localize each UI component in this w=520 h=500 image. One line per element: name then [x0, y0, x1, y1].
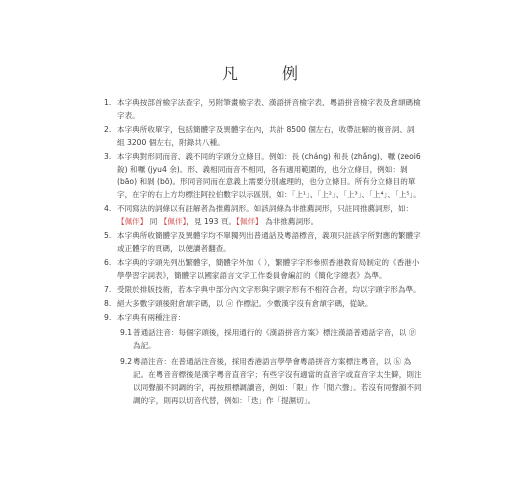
- list-item: [104, 203, 422, 229]
- item-text: 本字典所收簡體字及異體字均不單獨列出普通話及粵語標音，義項只註該字所對應的繁體字或正體字的頁碼，以便讀者翻查。: [117, 231, 421, 253]
- sub-list-item: [120, 327, 422, 353]
- item-number: 9.: [104, 312, 112, 322]
- list-item: [104, 257, 422, 283]
- item-text-mid: 同: [147, 217, 160, 227]
- item-number: 5.: [104, 231, 112, 241]
- item-text: 本字典所收單字，包括簡體字及異體字在內，共計 8500 個左右，收帶註解的複音詞、詞組 3200 個左右，附錄共八種。: [117, 124, 415, 147]
- item-text: 本字典按部首檢字法查字，另附筆畫檢字表、漢語拼音檢字表、粵語拼音檢字表及倉頡碼檢字表。: [117, 98, 421, 120]
- example-term: 【佩伴】: [117, 217, 148, 227]
- item-number: 7.: [104, 284, 112, 294]
- item-number: 8.: [104, 298, 112, 308]
- list-item: [104, 230, 422, 256]
- item-text: 本字典的字頭先列出繁體字，簡體字外加（ ），繁體字字形參照香港教育局制定的《香港小學學習字詞表》，簡體字以國家語言文字工作委員會編訂的《簡化字總表》為準。: [117, 257, 420, 280]
- list-item: [104, 284, 422, 297]
- notes-list: [104, 97, 422, 411]
- item-text: 受限於排版技術，若本字典中部分內文字形與字頭字形有不相符合者，均以字頭字形為準。: [117, 284, 421, 294]
- item-text: 本字典有兩種注音：: [117, 312, 186, 322]
- item-text-after: 為非推薦詞形。: [262, 217, 319, 227]
- example-term: 【佩伴】: [236, 217, 263, 227]
- list-item: [104, 298, 422, 311]
- item-text: 絕大多數字頭後附倉頡字碼，以 ⓐ 作標記。少數漢字沒有倉頡字碼，從缺。: [117, 298, 373, 308]
- item-number: 4.: [104, 204, 112, 214]
- item-text-mid: ，見 193 頁。: [186, 217, 237, 227]
- item-number: 6.: [104, 257, 112, 267]
- item-number: 3.: [104, 151, 112, 161]
- item-number: 1.: [104, 98, 112, 107]
- item-text-before: 不同寫法的詞條以有註解者為推薦詞形。如該詞條為非推薦詞形，只註同推薦詞形，如：: [117, 204, 414, 214]
- list-item: [104, 124, 422, 150]
- sub-item-text: 普通話注音：每個字頭後，採用通行的《漢語拼音方案》標注漢語普通話字音，以 ⓟ 為記。: [133, 328, 417, 351]
- list-item: [104, 312, 422, 408]
- sub-item-text: 粵語注音：在普通話注音後，採用香港語言學學會粵語拼音方案標注粵音，以 ⓚ 為記。在粵音音標後是漢字粵音直音字；有些字沒有適當的直音字或直音字太生僻，則注以同聲韻不同調的字，再按照標調讀音，例如：「限」作「閒六聲」。若沒有同聲韻不同調的字，則再以切音代替，例如：「迭」作「提濕切」。: [133, 357, 422, 405]
- sub-item-number: 9.1: [120, 328, 133, 338]
- item-text: 本字典對形同而音、義不同的字頭分立條目。例如：長 (cháng) 和長 (zhǎng)、嚈 (zeoi6 銳) 和嚈 (jyu4 余)。形、義相同而音不相同，各有適用範圍的，也分立條目，例如：剝 (bāo) 和剝 (bō)。形同音同而在意義上需要分別處理的，也分立條目。所有分立條目的單字，在字的右上方均標注阿拉伯數字以示區別，如：「上¹」、「上²」、「上³」、「上⁴」、「上⁵」。: [117, 151, 421, 200]
- list-item: [104, 97, 422, 123]
- page-title: 凡 例: [221, 64, 312, 83]
- sub-list-item: [120, 356, 422, 408]
- item-number: 2.: [104, 124, 112, 134]
- sub-item-number: 9.2: [120, 357, 133, 367]
- list-item: [104, 151, 422, 203]
- example-term: 【佩伴】: [159, 217, 187, 227]
